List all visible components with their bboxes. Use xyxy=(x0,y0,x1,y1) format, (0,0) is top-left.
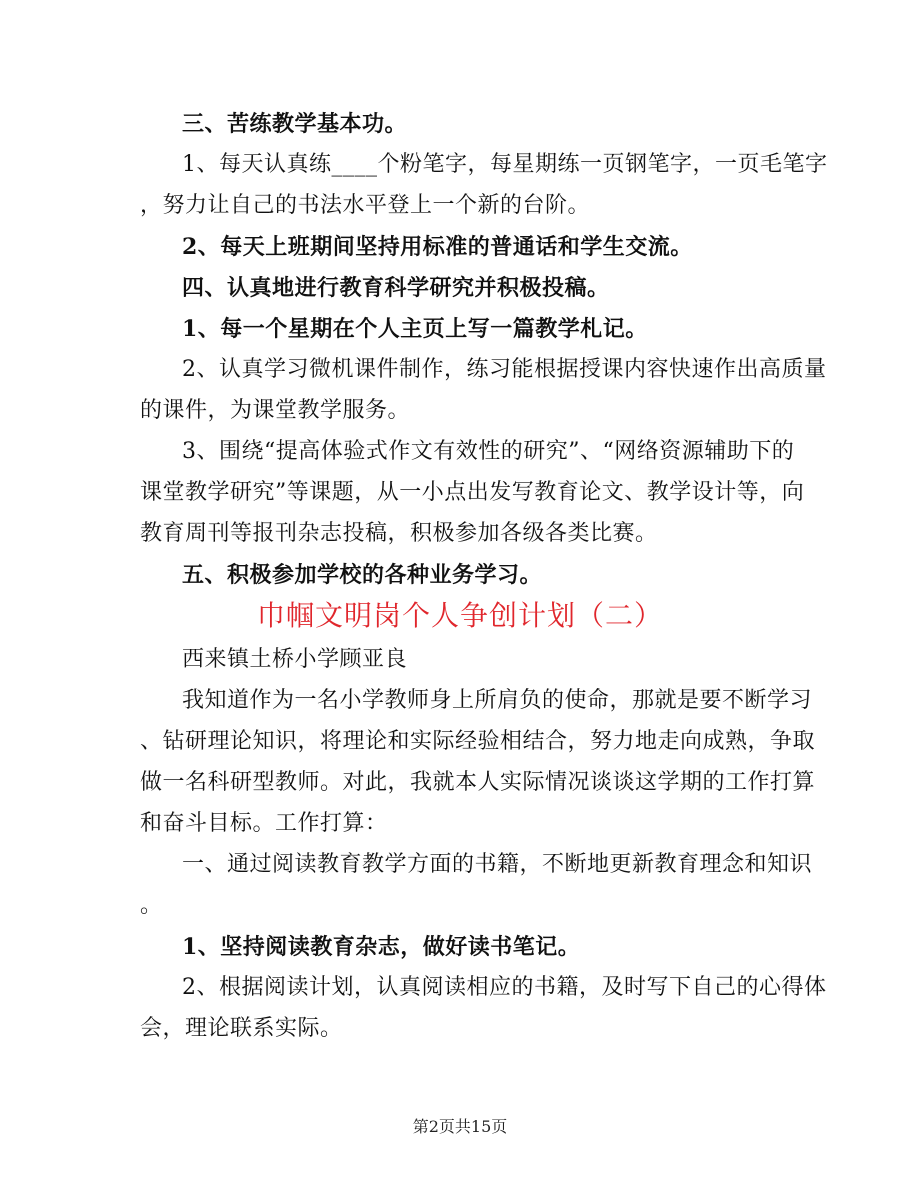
paragraph-line: 的课件，为课堂教学服务。 xyxy=(140,398,411,423)
section-heading-5: 五、积极参加学校的各种业务学习。 xyxy=(182,562,543,588)
paragraph-line: 、钻研理论知识，将理论和实际经验相结合，努力地走向成熟，争取 xyxy=(140,729,816,754)
paragraph-line: 课堂教学研究”等课题，从一小点出发写教育论文、教学设计等，向 xyxy=(140,480,805,505)
paragraph-line: 和奋斗目标。工作打算： xyxy=(140,811,388,836)
paragraph-line: 1、坚持阅读教育杂志，做好读书笔记。 xyxy=(182,934,581,960)
paragraph-line: 3、围绕“提高体验式作文有效性的研究”、“网络资源辅助下的 xyxy=(182,439,795,464)
document-title: 巾帼文明岗个人争创计划（二） xyxy=(256,599,663,632)
paragraph-line: 。 xyxy=(140,893,163,918)
page-number: 第2页共15页 xyxy=(412,1117,508,1136)
section-heading-3: 三、苦练教学基本功。 xyxy=(182,111,408,137)
paragraph-line: 1、每一个星期在个人主页上写一篇教学札记。 xyxy=(182,316,648,342)
paragraph-line: 做一名科研型教师。对此，我就本人实际情况谈谈这学期的工作打算 xyxy=(140,770,816,795)
section-heading-4: 四、认真地进行教育科学研究并积极投稿。 xyxy=(182,275,610,301)
paragraph-line: 2、认真学习微机课件制作，练习能根据授课内容快速作出高质量 xyxy=(182,357,827,382)
paragraph-line: 2、每天上班期间坚持用标准的普通话和学生交流。 xyxy=(182,234,693,260)
paragraph-line: ，努力让自己的书法水平登上一个新的台阶。 xyxy=(140,193,591,218)
paragraph-line: 1、每天认真练____个粉笔字，每星期练一页钢笔字，一页毛笔字 xyxy=(182,152,828,177)
author-line: 西来镇土桥小学顾亚良 xyxy=(182,647,408,672)
paragraph-line: 我知道作为一名小学教师身上所肩负的使命，那就是要不断学习 xyxy=(182,688,813,713)
paragraph-line: 2、根据阅读计划，认真阅读相应的书籍，及时写下自己的心得体 xyxy=(182,975,827,1000)
paragraph-line: 一、通过阅读教育教学方面的书籍，不断地更新教育理念和知识 xyxy=(182,852,813,877)
paragraph-line: 会，理论联系实际。 xyxy=(140,1016,343,1041)
paragraph-line: 教育周刊等报刊杂志投稿，积极参加各级各类比赛。 xyxy=(140,521,658,546)
